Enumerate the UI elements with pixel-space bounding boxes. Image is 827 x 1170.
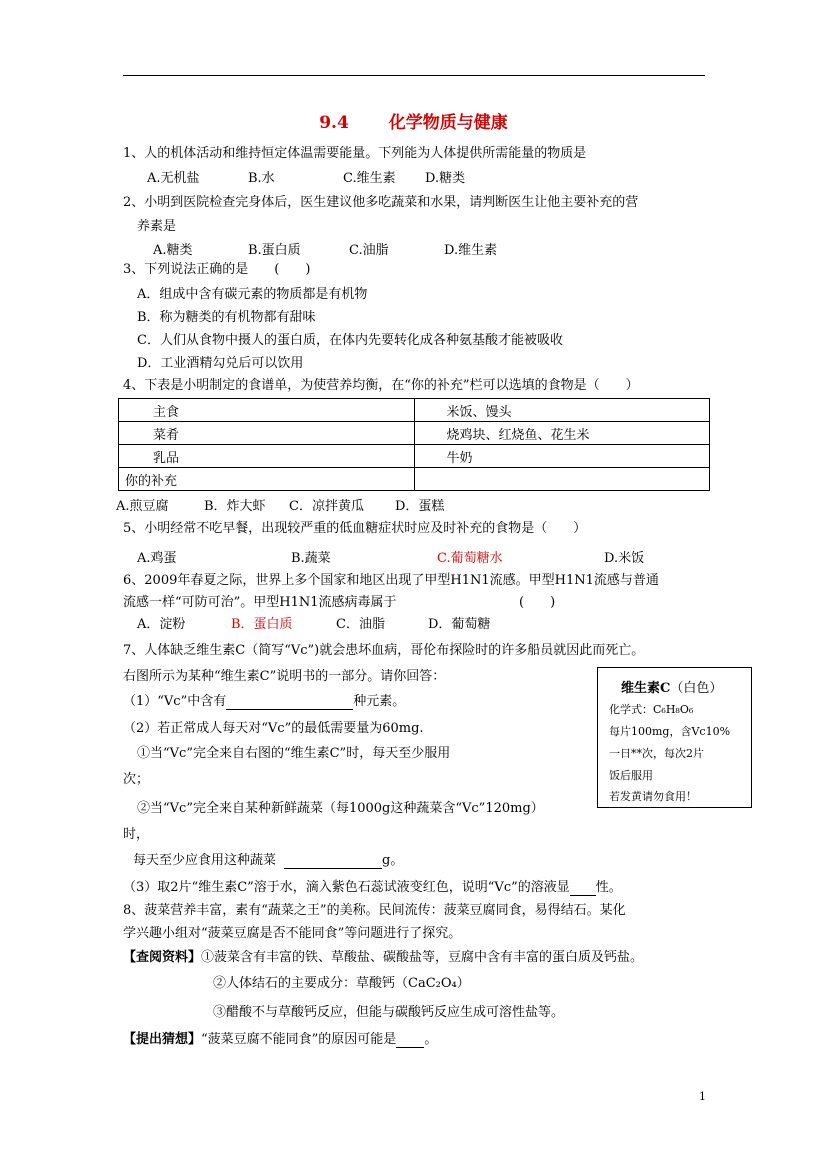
q5-option-a: A.鸡蛋 [137,551,177,566]
q8-reference-3: ③醋酸不与草酸钙反应，但能与碳酸钙反应生成可溶性盐等。 [213,1005,565,1020]
header-rule [123,75,705,76]
vc-box-frequency: 一日**次，每次2片 [609,747,704,760]
vc-box-title: 维生素C [621,681,671,696]
q6-option-a: A．淀粉 [137,617,186,632]
q7-intro-cont: 右图所示为某种“维生素C”说明书的一部分。请你回答： [123,669,446,684]
q8-hypothesis-text: “菠菜豆腐不能同食”的原因可能是 [201,1032,397,1047]
vc-box-formula-label: 化学式： [609,703,653,716]
q3-option-c: C．人们从食物中摄人的蛋白质，在体内先要转化成各种氨基酸才能被吸收 [137,333,563,348]
vc-box-dose: 每片100mg，含Vc10% [609,725,731,738]
q1-option-b: B.水 [248,171,275,186]
q7-part2-b-cont: 时， [123,827,150,842]
q4-option-d: D．蛋糕 [395,499,445,514]
q5-stem: 5、小明经常不吃早餐，出现较严重的低血糖症状时应及时补充的食物是（ ） [123,521,587,536]
q3-option-a: A．组成中含有碳元素的物质都是有机物 [137,287,368,302]
q3-stem: 3、下列说法正确的是 ( ) [123,262,311,277]
q1-option-a: A.无机盐 [147,171,200,186]
q8-reference-label: 【查阅资料】 [123,950,202,965]
section-title: 化学物质与健康 [388,113,508,133]
q7-part1-suffix: 种元素。 [353,694,406,709]
q7-part2-b-text: 每天至少应食用这种蔬菜 [133,853,277,868]
table-row [119,468,710,491]
q7-part1 [123,694,405,710]
q7-part3-text: （3）取2片“维生素C”溶于水，滴入紫色石蕊试液变红色，说明“Vc”的溶液显 [123,880,570,895]
page-number: 1 [699,1090,706,1103]
q7-part3 [123,880,622,896]
q6-option-d: D．葡萄糖 [428,617,491,632]
q4-stem: 4、下表是小明制定的食谱单，为使营养均衡，在“你的补充”栏可以选填的食物是（ ） [123,378,639,393]
q8-intro: 8、菠菜营养丰富，素有“蔬菜之王”的美称。民间流传：菠菜豆腐同食，易得结石。某化 [123,903,626,918]
table-cell: 牛奶 [414,445,710,468]
vc-box-formula-line [609,701,693,717]
vc-box-formula: C₆H₈O₆ [653,703,694,716]
q7-intro: 7、人体缺乏维生素C（简写“Vc”)就会患坏血病，哥伦布探险时的许多船员就因此而死亡。 [123,643,645,658]
q3-option-b: B．称为糖类的有机物都有甜味 [137,310,316,325]
table-cell: 菜肴 [119,422,415,445]
table-row [119,399,710,422]
q2-option-a: A.糖类 [153,243,193,258]
q1-option-c: C.维生素 [343,171,396,186]
q4-option-b: B．炸大虾 [204,499,266,514]
q7-part3-suffix: 性。 [595,880,622,895]
q5-option-d: D.米饭 [604,551,645,566]
q2-stem: 2、小明到医院检查完身体后，医生建议他多吃蔬菜和水果，请判断医生让他主要补充的营 [123,195,639,210]
table-cell: 你的补充 [119,468,415,491]
q7-part2-b-unit: g。 [382,853,404,868]
q3-option-d: D．工业酒精勾兑后可以饮用 [137,356,304,371]
q8-hypothesis-label: 【提出猜想】 [123,1032,202,1047]
vitamin-c-label-box [597,667,752,808]
q5-option-c: C.葡萄糖水 [437,551,503,566]
q4-option-c: C．凉拌黄瓜 [289,499,364,514]
q7-part2-a-cont: 次； [123,772,150,787]
q8-hypothesis-blank [396,1033,424,1048]
q8-reference-2: ②人体结石的主要成分：草酸钙（CaC₂O₄） [213,976,470,991]
q7-part2-a: ①当“Vc”完全来自右图的“维生素C”时，每天至少服用 [137,746,451,761]
q8-hypothesis-suffix: 。 [424,1032,438,1047]
q4-option-a: A.煎豆腐 [116,499,169,514]
vc-box-usage: 饭后服用 [609,769,653,782]
q6-option-c: C．油脂 [336,617,385,632]
q2-option-c: C.油脂 [349,243,389,258]
table-cell: 米饭、馒头 [414,399,710,422]
q2-stem-cont: 养素是 [137,219,177,234]
vc-box-color: （白色） [670,681,723,696]
q2-option-d: D.维生素 [444,243,498,258]
table-row [119,445,710,468]
q5-option-b: B.蔬菜 [291,551,331,566]
q6-bracket: ( ) [519,595,556,610]
table-cell: 烧鸡块、红烧鱼、花生米 [414,422,710,445]
q1-option-d: D.糖类 [425,171,466,186]
q6-option-b: B．蛋白质 [231,617,293,632]
q8-intro-cont: 学兴趣小组对“菠菜豆腐是否不能同食”等问题进行了探究。 [123,926,462,941]
q7-part2-b-answer [133,853,403,869]
page-title [0,113,827,133]
q7-part1-blank [226,695,353,710]
q6-stem-cont: 流感一样“可防可治”。甲型H1N1流感病毒属于 [123,595,397,610]
table-cell: 主食 [119,399,415,422]
q7-part2-b: ②当“Vc”完全来自某种新鲜蔬菜（每1000g这种蔬菜含“Vc”120mg） [137,801,544,816]
vc-box-title-line [621,677,722,696]
q1-stem: 1、人的机体活动和维持恒定体温需要能量。下列能为人体提供所需能量的物质是 [123,146,587,161]
q8-hypothesis [123,1032,437,1048]
q8-reference-1 [123,950,643,966]
q8-reference-1-text: ①菠菜含有丰富的铁、草酸盐、碳酸盐等，豆腐中含有丰富的蛋白质及钙盐。 [201,950,644,965]
q7-part3-blank [570,881,596,896]
section-number: 9.4 [319,113,349,133]
vc-box-warning: 若发黄请勿食用！ [609,790,697,803]
q7-part2: （2）若正常成人每天对“Vc”的最低需要量为60mg. [123,721,424,736]
menu-table [118,398,710,491]
q7-part2-b-blank [284,854,382,869]
table-cell: 乳品 [119,445,415,468]
table-cell [414,468,710,491]
q2-option-b: B.蛋白质 [248,243,301,258]
table-row [119,422,710,445]
q7-part1-text: （1）“Vc”中含有 [123,694,227,709]
q6-stem: 6、2009年春夏之际，世界上多个国家和地区出现了甲型H1N1流感。甲型H1N1流感与普通 [123,573,659,588]
